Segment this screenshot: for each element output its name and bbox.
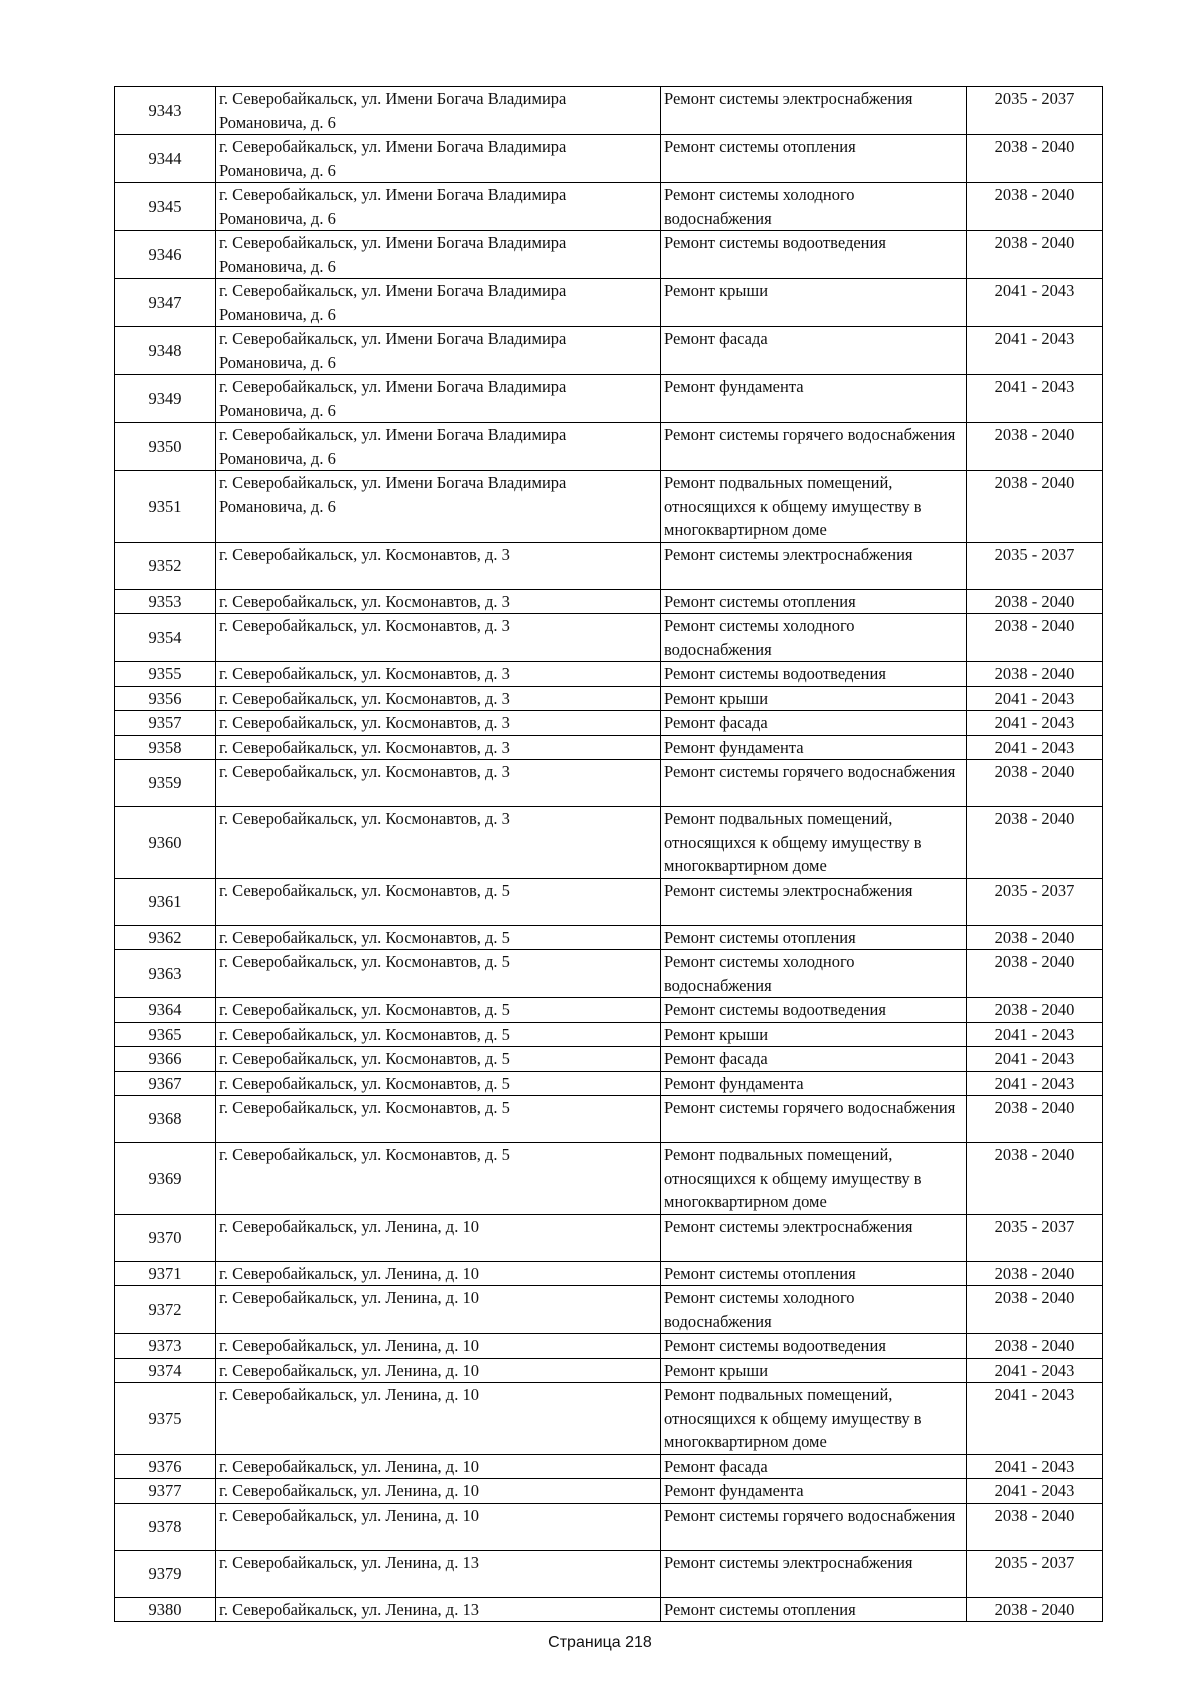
table-row	[115, 1096, 1103, 1143]
row-number-cell: 9343	[115, 87, 216, 135]
page-number: Страница 218	[548, 1634, 652, 1651]
row-number-cell: 9378	[115, 1503, 216, 1550]
work-type-cell: Ремонт системы отопления	[661, 1597, 967, 1622]
work-type-cell: Ремонт фундамента	[661, 375, 967, 423]
address-cell: г. Северобайкальск, ул. Космонавтов, д. 3	[216, 589, 661, 614]
table-row	[115, 1214, 1103, 1261]
table-row	[115, 760, 1103, 807]
address-cell: г. Северобайкальск, ул. Космонавтов, д. 5	[216, 950, 661, 998]
address-cell: г. Северобайкальск, ул. Ленина, д. 13	[216, 1550, 661, 1597]
address-cell: г. Северобайкальск, ул. Ленина, д. 10	[216, 1214, 661, 1261]
work-type-cell: Ремонт системы горячего водоснабжения	[661, 423, 967, 471]
table-row	[115, 1383, 1103, 1455]
table-row	[115, 1479, 1103, 1504]
address-cell: г. Северобайкальск, ул. Ленина, д. 10	[216, 1261, 661, 1286]
table-row	[115, 686, 1103, 711]
period-cell: 2035 - 2037	[967, 1214, 1103, 1261]
address-cell: г. Северобайкальск, ул. Ленина, д. 10	[216, 1454, 661, 1479]
work-type-cell: Ремонт фундамента	[661, 1071, 967, 1096]
table-row	[115, 1334, 1103, 1359]
table-row	[115, 87, 1103, 135]
address-cell: г. Северобайкальск, ул. Космонавтов, д. 5	[216, 925, 661, 950]
address-cell: г. Северобайкальск, ул. Ленина, д. 13	[216, 1597, 661, 1622]
table-row	[115, 807, 1103, 879]
period-cell: 2038 - 2040	[967, 1286, 1103, 1334]
work-type-cell: Ремонт системы горячего водоснабжения	[661, 760, 967, 807]
row-number-cell: 9345	[115, 183, 216, 231]
address-cell: г. Северобайкальск, ул. Космонавтов, д. 3	[216, 686, 661, 711]
table-row	[115, 471, 1103, 543]
work-type-cell: Ремонт фасада	[661, 327, 967, 375]
row-number-cell: 9364	[115, 998, 216, 1023]
row-number-cell: 9374	[115, 1358, 216, 1383]
row-number-cell: 9355	[115, 662, 216, 687]
row-number-cell: 9360	[115, 807, 216, 879]
period-cell: 2038 - 2040	[967, 183, 1103, 231]
work-type-cell: Ремонт фундамента	[661, 1479, 967, 1504]
work-type-cell: Ремонт фасада	[661, 1047, 967, 1072]
period-cell: 2038 - 2040	[967, 662, 1103, 687]
table-body	[115, 87, 1103, 1622]
work-type-cell: Ремонт системы водоотведения	[661, 231, 967, 279]
table-row	[115, 1358, 1103, 1383]
address-cell: г. Северобайкальск, ул. Имени Богача Владимира Романовича, д. 6	[216, 327, 661, 375]
table-row	[115, 327, 1103, 375]
address-cell: г. Северобайкальск, ул. Имени Богача Владимира Романовича, д. 6	[216, 375, 661, 423]
table-row	[115, 1047, 1103, 1072]
table-row	[115, 135, 1103, 183]
address-cell: г. Северобайкальск, ул. Имени Богача Владимира Романовича, д. 6	[216, 87, 661, 135]
row-number-cell: 9376	[115, 1454, 216, 1479]
work-type-cell: Ремонт системы электроснабжения	[661, 542, 967, 589]
work-type-cell: Ремонт системы электроснабжения	[661, 87, 967, 135]
period-cell: 2041 - 2043	[967, 1454, 1103, 1479]
period-cell: 2038 - 2040	[967, 925, 1103, 950]
table-row	[115, 1503, 1103, 1550]
period-cell: 2038 - 2040	[967, 1261, 1103, 1286]
row-number-cell: 9356	[115, 686, 216, 711]
period-cell: 2035 - 2037	[967, 87, 1103, 135]
period-cell: 2038 - 2040	[967, 135, 1103, 183]
table-row	[115, 1143, 1103, 1215]
table-row	[115, 375, 1103, 423]
row-number-cell: 9362	[115, 925, 216, 950]
work-type-cell: Ремонт системы холодного водоснабжения	[661, 1286, 967, 1334]
address-cell: г. Северобайкальск, ул. Космонавтов, д. 5	[216, 1047, 661, 1072]
address-cell: г. Северобайкальск, ул. Космонавтов, д. 5	[216, 1071, 661, 1096]
table-row	[115, 1022, 1103, 1047]
row-number-cell: 9359	[115, 760, 216, 807]
row-number-cell: 9373	[115, 1334, 216, 1359]
address-cell: г. Северобайкальск, ул. Имени Богача Владимира Романовича, д. 6	[216, 279, 661, 327]
work-type-cell: Ремонт крыши	[661, 279, 967, 327]
table-row	[115, 1550, 1103, 1597]
period-cell: 2041 - 2043	[967, 735, 1103, 760]
period-cell: 2035 - 2037	[967, 878, 1103, 925]
work-type-cell: Ремонт системы отопления	[661, 589, 967, 614]
row-number-cell: 9347	[115, 279, 216, 327]
address-cell: г. Северобайкальск, ул. Имени Богача Владимира Романовича, д. 6	[216, 471, 661, 543]
address-cell: г. Северобайкальск, ул. Космонавтов, д. 3	[216, 760, 661, 807]
row-number-cell: 9349	[115, 375, 216, 423]
address-cell: г. Северобайкальск, ул. Ленина, д. 10	[216, 1479, 661, 1504]
period-cell: 2038 - 2040	[967, 423, 1103, 471]
work-type-cell: Ремонт системы отопления	[661, 135, 967, 183]
address-cell: г. Северобайкальск, ул. Космонавтов, д. 3	[216, 662, 661, 687]
row-number-cell: 9368	[115, 1096, 216, 1143]
work-type-cell: Ремонт системы водоотведения	[661, 1334, 967, 1359]
table-row	[115, 735, 1103, 760]
table-row	[115, 878, 1103, 925]
row-number-cell: 9351	[115, 471, 216, 543]
address-cell: г. Северобайкальск, ул. Имени Богача Владимира Романовича, д. 6	[216, 231, 661, 279]
period-cell: 2038 - 2040	[967, 589, 1103, 614]
row-number-cell: 9379	[115, 1550, 216, 1597]
work-type-cell: Ремонт системы водоотведения	[661, 662, 967, 687]
table-row	[115, 279, 1103, 327]
work-type-cell: Ремонт крыши	[661, 1358, 967, 1383]
work-type-cell: Ремонт подвальных помещений, относящихся к общему имуществу в многоквартирном доме	[661, 807, 967, 879]
work-type-cell: Ремонт системы холодного водоснабжения	[661, 950, 967, 998]
period-cell: 2038 - 2040	[967, 471, 1103, 543]
work-type-cell: Ремонт системы горячего водоснабжения	[661, 1096, 967, 1143]
period-cell: 2038 - 2040	[967, 950, 1103, 998]
work-type-cell: Ремонт системы электроснабжения	[661, 1550, 967, 1597]
address-cell: г. Северобайкальск, ул. Ленина, д. 10	[216, 1286, 661, 1334]
table-row	[115, 711, 1103, 736]
table-row	[115, 183, 1103, 231]
address-cell: г. Северобайкальск, ул. Космонавтов, д. 5	[216, 1096, 661, 1143]
work-type-cell: Ремонт системы электроснабжения	[661, 878, 967, 925]
address-cell: г. Северобайкальск, ул. Имени Богача Владимира Романовича, д. 6	[216, 183, 661, 231]
period-cell: 2041 - 2043	[967, 1047, 1103, 1072]
address-cell: г. Северобайкальск, ул. Космонавтов, д. 5	[216, 1022, 661, 1047]
table-row	[115, 231, 1103, 279]
row-number-cell: 9365	[115, 1022, 216, 1047]
period-cell: 2041 - 2043	[967, 711, 1103, 736]
period-cell: 2038 - 2040	[967, 1143, 1103, 1215]
row-number-cell: 9346	[115, 231, 216, 279]
work-type-cell: Ремонт системы электроснабжения	[661, 1214, 967, 1261]
table-row	[115, 662, 1103, 687]
address-cell: г. Северобайкальск, ул. Имени Богача Владимира Романовича, д. 6	[216, 423, 661, 471]
period-cell: 2038 - 2040	[967, 1096, 1103, 1143]
row-number-cell: 9350	[115, 423, 216, 471]
address-cell: г. Северобайкальск, ул. Космонавтов, д. 3	[216, 542, 661, 589]
work-type-cell: Ремонт фундамента	[661, 735, 967, 760]
address-cell: г. Северобайкальск, ул. Космонавтов, д. 3	[216, 711, 661, 736]
work-type-cell: Ремонт системы отопления	[661, 1261, 967, 1286]
row-number-cell: 9357	[115, 711, 216, 736]
table-row	[115, 998, 1103, 1023]
table-row	[115, 950, 1103, 998]
period-cell: 2038 - 2040	[967, 760, 1103, 807]
table-row	[115, 1286, 1103, 1334]
work-type-cell: Ремонт крыши	[661, 686, 967, 711]
row-number-cell: 9348	[115, 327, 216, 375]
period-cell: 2041 - 2043	[967, 1358, 1103, 1383]
row-number-cell: 9375	[115, 1383, 216, 1455]
period-cell: 2041 - 2043	[967, 375, 1103, 423]
row-number-cell: 9369	[115, 1143, 216, 1215]
address-cell: г. Северобайкальск, ул. Космонавтов, д. 5	[216, 998, 661, 1023]
period-cell: 2038 - 2040	[967, 231, 1103, 279]
row-number-cell: 9370	[115, 1214, 216, 1261]
period-cell: 2035 - 2037	[967, 1550, 1103, 1597]
table-row	[115, 1454, 1103, 1479]
period-cell: 2038 - 2040	[967, 614, 1103, 662]
period-cell: 2041 - 2043	[967, 1479, 1103, 1504]
work-type-cell: Ремонт системы холодного водоснабжения	[661, 183, 967, 231]
row-number-cell: 9354	[115, 614, 216, 662]
work-type-cell: Ремонт системы горячего водоснабжения	[661, 1503, 967, 1550]
table-row	[115, 542, 1103, 589]
address-cell: г. Северобайкальск, ул. Космонавтов, д. 5	[216, 1143, 661, 1215]
table-row	[115, 423, 1103, 471]
row-number-cell: 9344	[115, 135, 216, 183]
work-type-cell: Ремонт фасада	[661, 711, 967, 736]
period-cell: 2041 - 2043	[967, 1383, 1103, 1455]
table-row	[115, 1071, 1103, 1096]
row-number-cell: 9380	[115, 1597, 216, 1622]
table-row	[115, 1597, 1103, 1622]
address-cell: г. Северобайкальск, ул. Космонавтов, д. 3	[216, 614, 661, 662]
work-type-cell: Ремонт системы водоотведения	[661, 998, 967, 1023]
table-row	[115, 614, 1103, 662]
row-number-cell: 9366	[115, 1047, 216, 1072]
period-cell: 2038 - 2040	[967, 1503, 1103, 1550]
address-cell: г. Северобайкальск, ул. Ленина, д. 10	[216, 1358, 661, 1383]
period-cell: 2041 - 2043	[967, 1071, 1103, 1096]
row-number-cell: 9358	[115, 735, 216, 760]
period-cell: 2041 - 2043	[967, 327, 1103, 375]
table-row	[115, 1261, 1103, 1286]
address-cell: г. Северобайкальск, ул. Космонавтов, д. 5	[216, 878, 661, 925]
row-number-cell: 9352	[115, 542, 216, 589]
period-cell: 2038 - 2040	[967, 1597, 1103, 1622]
row-number-cell: 9361	[115, 878, 216, 925]
work-type-cell: Ремонт системы отопления	[661, 925, 967, 950]
row-number-cell: 9353	[115, 589, 216, 614]
work-type-cell: Ремонт подвальных помещений, относящихся к общему имуществу в многоквартирном доме	[661, 1143, 967, 1215]
row-number-cell: 9371	[115, 1261, 216, 1286]
period-cell: 2041 - 2043	[967, 686, 1103, 711]
address-cell: г. Северобайкальск, ул. Ленина, д. 10	[216, 1334, 661, 1359]
address-cell: г. Северобайкальск, ул. Космонавтов, д. 3	[216, 807, 661, 879]
row-number-cell: 9363	[115, 950, 216, 998]
address-cell: г. Северобайкальск, ул. Ленина, д. 10	[216, 1503, 661, 1550]
work-type-cell: Ремонт фасада	[661, 1454, 967, 1479]
row-number-cell: 9372	[115, 1286, 216, 1334]
period-cell: 2041 - 2043	[967, 279, 1103, 327]
work-type-cell: Ремонт подвальных помещений, относящихся к общему имуществу в многоквартирном доме	[661, 471, 967, 543]
period-cell: 2041 - 2043	[967, 1022, 1103, 1047]
row-number-cell: 9367	[115, 1071, 216, 1096]
table-row	[115, 589, 1103, 614]
work-type-cell: Ремонт системы холодного водоснабжения	[661, 614, 967, 662]
period-cell: 2035 - 2037	[967, 542, 1103, 589]
period-cell: 2038 - 2040	[967, 807, 1103, 879]
work-type-cell: Ремонт подвальных помещений, относящихся к общему имуществу в многоквартирном доме	[661, 1383, 967, 1455]
address-cell: г. Северобайкальск, ул. Ленина, д. 10	[216, 1383, 661, 1455]
table-row	[115, 925, 1103, 950]
period-cell: 2038 - 2040	[967, 998, 1103, 1023]
address-cell: г. Северобайкальск, ул. Имени Богача Владимира Романовича, д. 6	[216, 135, 661, 183]
work-type-cell: Ремонт крыши	[661, 1022, 967, 1047]
row-number-cell: 9377	[115, 1479, 216, 1504]
address-cell: г. Северобайкальск, ул. Космонавтов, д. 3	[216, 735, 661, 760]
repair-schedule-table	[114, 86, 1103, 1622]
period-cell: 2038 - 2040	[967, 1334, 1103, 1359]
